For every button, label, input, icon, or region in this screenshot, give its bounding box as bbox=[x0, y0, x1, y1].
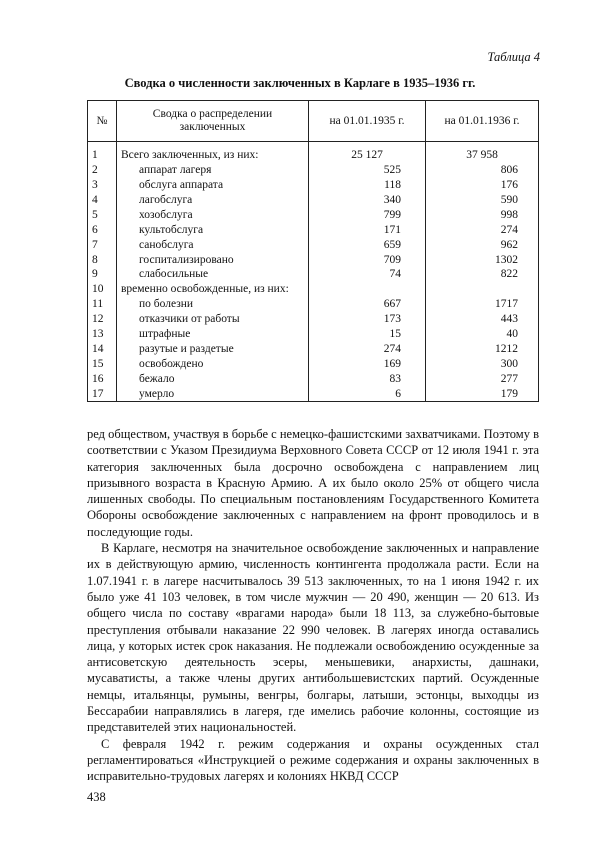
table-row bbox=[88, 386, 539, 401]
row-value-1936: 37 958 bbox=[426, 142, 539, 163]
row-label: по болезни bbox=[117, 297, 309, 312]
row-label: слабосильные bbox=[117, 267, 309, 282]
row-number: 1 bbox=[88, 142, 117, 163]
row-label: обслуга аппарата bbox=[117, 178, 309, 193]
row-value-1935: 25 127 bbox=[309, 142, 426, 163]
row-value-1935: 709 bbox=[309, 252, 426, 267]
row-value-1936: 1212 bbox=[426, 342, 539, 357]
table-row bbox=[88, 312, 539, 327]
row-label: штрафные bbox=[117, 327, 309, 342]
row-number: 10 bbox=[88, 282, 117, 297]
table-row bbox=[88, 208, 539, 223]
table-row bbox=[88, 297, 539, 312]
row-label: освобождено bbox=[117, 356, 309, 371]
row-number: 14 bbox=[88, 342, 117, 357]
row-label: умерло bbox=[117, 386, 309, 401]
row-number: 12 bbox=[88, 312, 117, 327]
row-number: 2 bbox=[88, 163, 117, 178]
row-value-1936: 998 bbox=[426, 208, 539, 223]
row-value-1935: 6 bbox=[309, 386, 426, 401]
row-value-1936: 590 bbox=[426, 193, 539, 208]
header-1936: на 01.01.1936 г. bbox=[426, 101, 539, 142]
row-value-1935: 15 bbox=[309, 327, 426, 342]
table-row bbox=[88, 142, 539, 163]
table-label: Таблица 4 bbox=[487, 50, 540, 64]
row-label: культобслуга bbox=[117, 222, 309, 237]
row-value-1935: 659 bbox=[309, 237, 426, 252]
row-value-1935: 74 bbox=[309, 267, 426, 282]
row-number: 15 bbox=[88, 356, 117, 371]
prisoner-summary-table bbox=[87, 100, 539, 402]
row-label: лагобслуга bbox=[117, 193, 309, 208]
table-row bbox=[88, 163, 539, 178]
row-label: хозобслуга bbox=[117, 208, 309, 223]
header-number: № bbox=[88, 101, 117, 142]
row-value-1936: 40 bbox=[426, 327, 539, 342]
row-value-1935: 173 bbox=[309, 312, 426, 327]
row-value-1936: 1717 bbox=[426, 297, 539, 312]
paragraph: ред обществом, участвуя в борьбе с немецко-фашистскими захватчиками. Поэтому в соответствии с Указом Президиума Верховного Совета СССР от 12 июля 1941 г. эта категория заключенных была досрочно освобождена с направлением лиц призывного возраста в Красную Армию. А их было около 25% от общего числа лишенных свободы. По специальным постановлениям Государственного Комитета Обороны освобождение заключенных с направлением на фронт проводилось и в последующие годы. bbox=[87, 427, 539, 539]
row-number: 9 bbox=[88, 267, 117, 282]
row-value-1935 bbox=[309, 282, 426, 297]
table-row bbox=[88, 237, 539, 252]
table-row bbox=[88, 178, 539, 193]
row-value-1936: 176 bbox=[426, 178, 539, 193]
row-number: 6 bbox=[88, 222, 117, 237]
row-label: бежало bbox=[117, 371, 309, 386]
row-value-1935: 169 bbox=[309, 356, 426, 371]
row-label: госпитализировано bbox=[117, 252, 309, 267]
table-row bbox=[88, 356, 539, 371]
table-title: Сводка о численности заключенных в Карлаге в 1935–1936 гг. bbox=[124, 76, 476, 90]
row-value-1936: 274 bbox=[426, 222, 539, 237]
row-value-1936: 1302 bbox=[426, 252, 539, 267]
row-value-1935: 118 bbox=[309, 178, 426, 193]
table-body bbox=[88, 142, 539, 402]
table-row bbox=[88, 222, 539, 237]
row-value-1936: 179 bbox=[426, 386, 539, 401]
row-value-1936 bbox=[426, 282, 539, 297]
row-value-1936: 962 bbox=[426, 237, 539, 252]
row-value-1936: 300 bbox=[426, 356, 539, 371]
row-number: 7 bbox=[88, 237, 117, 252]
row-label: отказчики от работы bbox=[117, 312, 309, 327]
table-header-row bbox=[88, 101, 539, 142]
paragraph: В Карлаге, несмотря на значительное освобождение заключенных и направление их в действующую армию, численность контингента продолжала расти. Если на 1.07.1941 г. в лагере насчитывалось 39 513 заключенных, то на 1 июня 1942 г. их было уже 41 103 человек, в том числе мужчин — 20 490, женщин — 20 613. Из общего числа по составу «врагами народа» были 18 113, за служебно-бытовые преступления отбывали наказание 22 990 человек. В лагерях иногда оставались лица, у которых истек срок наказания. Не подлежали освобождению осужденные за антисоветскую деятельность эсеры, меньшевики, анархисты, дашнаки, мусаватисты, а также члены других антибольшевистских партий. Осужденные немцы, итальянцы, румыны, венгры, болгары, латыши, эстонцы, выходцы из Бессарабии направлялись в лагеря, где имелись рабочие колонны, состоящие из представителей этих национальностей. bbox=[87, 541, 539, 735]
row-value-1936: 806 bbox=[426, 163, 539, 178]
table-row bbox=[88, 327, 539, 342]
row-number: 13 bbox=[88, 327, 117, 342]
row-value-1935: 274 bbox=[309, 342, 426, 357]
row-number: 8 bbox=[88, 252, 117, 267]
paragraph: С февраля 1942 г. режим содержания и охраны осужденных стал регламентироваться «Инструкцией о режиме содержания и охраны заключенных в исправительно-трудовых лагерях и колониях НКВД СССР bbox=[87, 736, 539, 784]
row-value-1936: 822 bbox=[426, 267, 539, 282]
page-number: 438 bbox=[87, 790, 106, 804]
row-label: санобслуга bbox=[117, 237, 309, 252]
row-number: 17 bbox=[88, 386, 117, 401]
row-value-1935: 667 bbox=[309, 297, 426, 312]
row-value-1935: 340 bbox=[309, 193, 426, 208]
table-row bbox=[88, 193, 539, 208]
table-row bbox=[88, 342, 539, 357]
row-number: 3 bbox=[88, 178, 117, 193]
table-row bbox=[88, 282, 539, 297]
row-value-1935: 171 bbox=[309, 222, 426, 237]
header-category: Сводка о распределении заключенных bbox=[117, 101, 309, 142]
row-number: 5 bbox=[88, 208, 117, 223]
row-value-1936: 277 bbox=[426, 371, 539, 386]
row-number: 4 bbox=[88, 193, 117, 208]
row-label: разутые и раздетые bbox=[117, 342, 309, 357]
table-row bbox=[88, 252, 539, 267]
row-label: аппарат лагеря bbox=[117, 163, 309, 178]
row-label: временно освобожденные, из них: bbox=[117, 282, 309, 297]
header-1935: на 01.01.1935 г. bbox=[309, 101, 426, 142]
row-value-1935: 83 bbox=[309, 371, 426, 386]
row-number: 16 bbox=[88, 371, 117, 386]
table-row bbox=[88, 267, 539, 282]
row-number: 11 bbox=[88, 297, 117, 312]
body-text bbox=[87, 426, 539, 785]
row-value-1936: 443 bbox=[426, 312, 539, 327]
row-value-1935: 525 bbox=[309, 163, 426, 178]
row-label: Всего заключенных, из них: bbox=[117, 142, 309, 163]
row-value-1935: 799 bbox=[309, 208, 426, 223]
table-row bbox=[88, 371, 539, 386]
